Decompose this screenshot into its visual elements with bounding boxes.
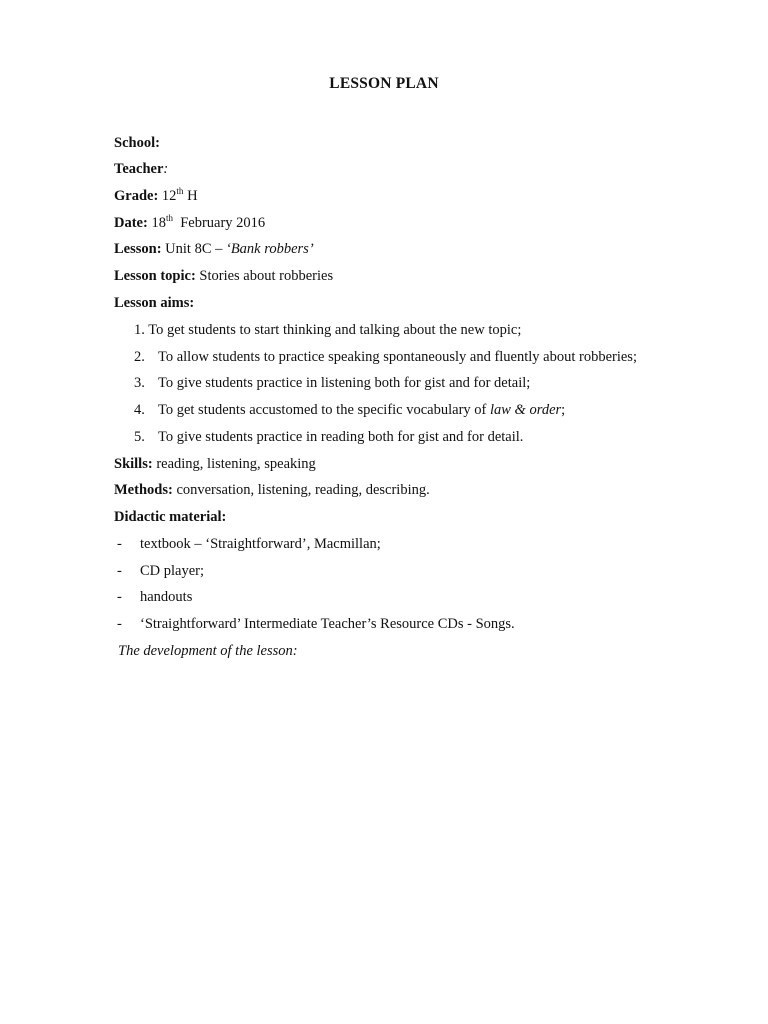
aim-number: 2. (134, 349, 145, 365)
date-suffix: th (165, 213, 173, 223)
aim-text: To give students practice in listening both for gist and for detail; (158, 375, 531, 391)
material-item: handouts (140, 589, 193, 605)
bullet-dash: - (117, 589, 122, 605)
grade-suffix: th (176, 186, 184, 196)
material-item: textbook – ‘Straightforward’, Macmillan; (140, 536, 381, 552)
lesson-label: Lesson: (114, 241, 162, 257)
aim-text: To allow students to practice speaking spontaneously and fluently about robberies; (158, 349, 637, 365)
topic-value: Stories about robberies (199, 268, 334, 284)
methods-value: conversation, listening, reading, describing. (176, 482, 430, 498)
lesson-unit: Unit 8C – (165, 241, 226, 257)
material-item: ‘Straightforward’ Intermediate Teacher’s Resource CDs - Songs. (140, 616, 515, 632)
skills-line (114, 455, 316, 473)
methods-label: Methods: (114, 482, 173, 498)
bullet-dash: - (117, 563, 122, 579)
material-item: CD player; (140, 563, 205, 579)
aim-text: To get students accustomed to the specific vocabulary of (158, 402, 490, 418)
aim-number: 5. (134, 429, 145, 445)
development-heading: The development of the lesson: (118, 643, 298, 659)
aim-text: To get students to start thinking and talking about the new topic; (148, 322, 522, 338)
bullet-dash: - (117, 616, 122, 632)
skills-label: Skills: (114, 456, 153, 472)
topic-line (114, 267, 333, 285)
aims-label: Lesson aims: (114, 295, 195, 311)
teacher-label: Teacher (114, 161, 164, 177)
skills-value: reading, listening, speaking (156, 456, 316, 472)
aim-text: To give students practice in reading both for gist and for detail. (158, 429, 524, 445)
lesson-title: ‘Bank robbers’ (226, 241, 314, 257)
teacher-line (114, 160, 168, 178)
grade-line (114, 187, 198, 205)
aim-number: 4. (134, 402, 145, 418)
school-label: School: (114, 135, 160, 151)
lesson-line (114, 240, 314, 258)
date-day: 18 (151, 215, 166, 231)
methods-line (114, 481, 430, 499)
aim-item (134, 428, 523, 446)
aim-item (134, 374, 530, 392)
aim-number: 3. (134, 375, 145, 391)
aim-item (134, 348, 637, 366)
grade-label: Grade: (114, 188, 159, 204)
date-rest: February 2016 (180, 215, 266, 231)
topic-label: Lesson topic: (114, 268, 196, 284)
teacher-colon: : (163, 161, 169, 177)
didactic-label: Didactic material: (114, 509, 227, 525)
aim-tail: ; (561, 402, 566, 418)
page-title: LESSON PLAN (329, 75, 439, 92)
bullet-dash: - (117, 536, 122, 552)
grade-class: H (187, 188, 198, 204)
aim-item (134, 401, 565, 419)
aim-item (134, 321, 521, 339)
aim-italic: law & order (489, 402, 562, 418)
date-line (114, 214, 265, 232)
aim-number: 1. (134, 322, 145, 338)
date-label: Date: (114, 215, 148, 231)
grade-number: 12 (161, 188, 177, 204)
